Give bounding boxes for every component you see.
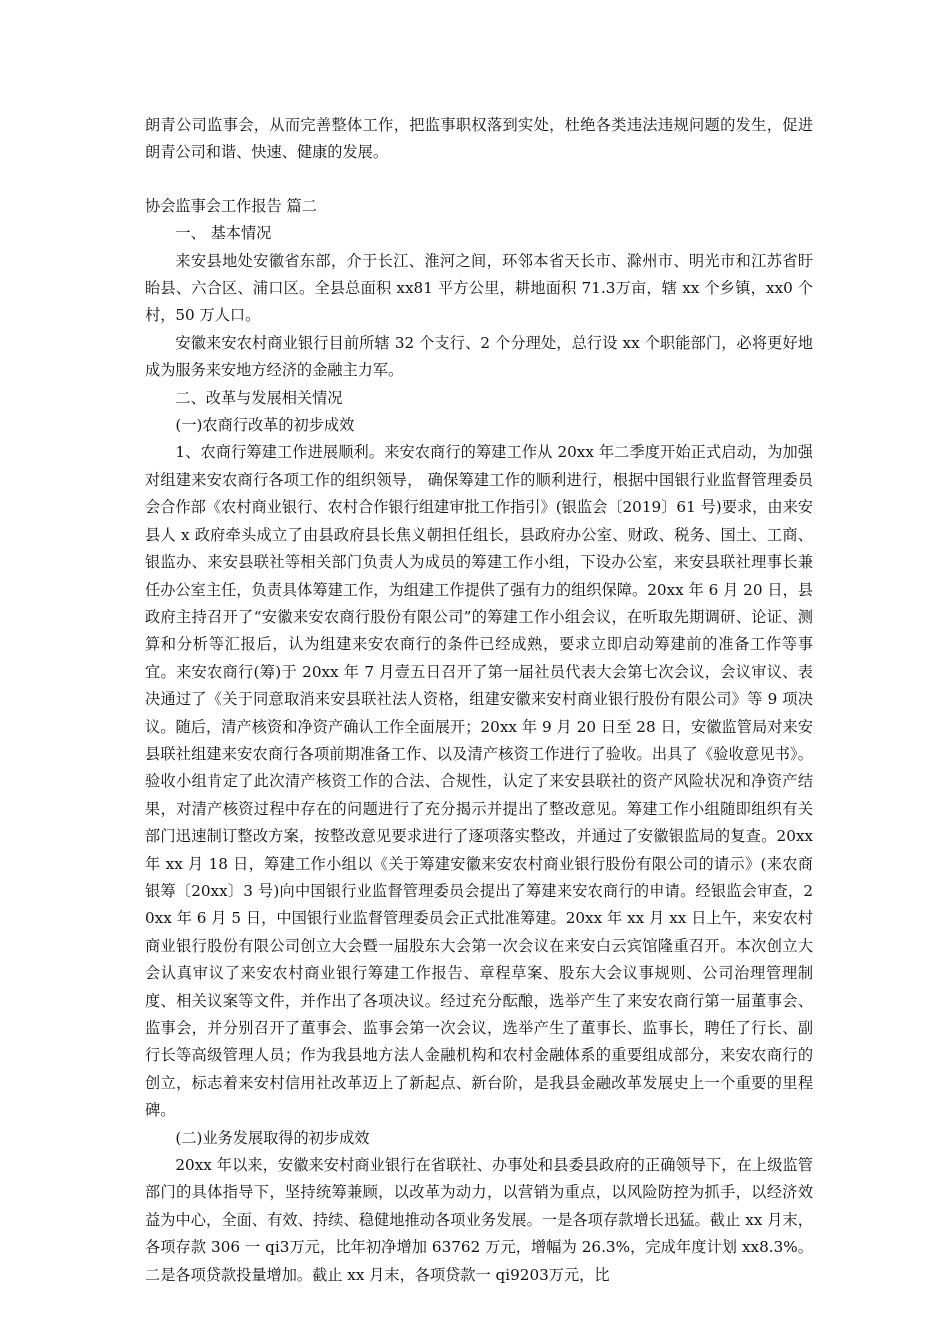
- heading-reform-results: (一)农商行改革的初步成效: [175, 416, 355, 435]
- heading-business-results: (二)业务发展取得的初步成效: [175, 1128, 370, 1147]
- paragraph-business-development: 20xx 年以来，安徽来安村商业银行在省联社、办事处和县委县政府的正确领导下，在上级监管部门的具体指导下，坚持统筹兼顾，以改革为动力，以营销为重点，以风险防控为抓手，以经济效益为中心，全面、有效、持续、稳健地推动各项业务发展。一是各项存款增长迅猛。截止 xx 月末，各项存款 306 一 qi3万元，比年初净增加 63762 万元，增幅为 26.3%，完成年度计划 xx8.3%。二是各项贷款投量增加。截止 xx 月末，各项贷款一 qi9203万元，比: [145, 1156, 813, 1284]
- heading-reform-development: 二、改革与发展相关情况: [175, 388, 343, 407]
- paragraph-county-overview: 来安县地处安徽省东部，介于长江、淮河之间，环邻本省天长市、滁州市、明光市和江苏省盱眙县、六合区、浦口区。全县总面积 xx81 平方公里，耕地面积 71.3万亩，辖 xx 个乡镇，xx0 个村，50 万人口。: [145, 251, 813, 325]
- document-page: [145, 112, 813, 1289]
- intro-paragraph: 朗青公司监事会，从而完善整体工作，把监事职权落到实处，杜绝各类违法违规问题的发生，促进朗青公司和谐、快速、健康的发展。: [145, 116, 813, 162]
- section-title: 协会监事会工作报告 篇二: [145, 196, 317, 215]
- paragraph-bank-overview: 安徽来安农村商业银行目前所辖 32 个支行、2 个分理处，总行设 xx 个职能部门，必将更好地成为服务来安地方经济的金融主力军。: [145, 333, 813, 380]
- heading-basic-situation: 一、 基本情况: [175, 224, 272, 243]
- paragraph-preparation-progress: 1、农商行筹建工作进展顺利。来安农商行的筹建工作从 20xx 年二季度开始正式启动，为加强对组建来安农商行各项工作的组织领导， 确保筹建工作的顺利进行，根据中国银行业监督管理委员会合作部《农村商业银行、农村合作银行组建审批工作指引》(银监会〔2019〕61 号)要求，由来安县人 x 政府牵头成立了由县政府县长焦义朝担任组长，县政府办公室、财政、税务、国土、工商、银监办、来安县联社等相关部门负责人为成员的筹建工作小组，下设办公室，来安县联社理事长兼任办公室主任，负责具体筹建工作，为组建工作提供了强有力的组织保障。20xx 年 6 月 20 日，县政府主持召开了“安徽来安农商行股份有限公司”的筹建工作小组会议，在听取先期调研、论证、测算和分析等汇报后，认为组建来安农商行的条件已经成熟，要求立即启动筹建前的准备工作等事宜。来安农商行(筹)于 20xx 年 7 月壹五日召开了第一届社员代表大会第七次会议，会议审议、表决通过了《关于同意取消来安县联社法人资格，组建安徽来安村商业银行股份有限公司》等 9 项决议。随后，清产核资和净资产确认工作全面展开；20xx 年 9 月 20 日至 28 日，安徽监管局对来安县联社组建来安农商行各项前期准备工作、以及清产核资工作进行了验收。出具了《验收意见书》。验收小组肯定了此次清产核资工作的合法、合规性，认定了来安县联社的资产风险状况和净资产结果，对清产核资过程中存在的问题进行了充分揭示并提出了整改意见。筹建工作小组随即组织有关部门迅速制订整改方案，按整改意见要求进行了逐项落实整改，并通过了安徽银监局的复查。20xx 年 xx 月 18 日，筹建工作小组以《关于筹建安徽来安农村商业银行股份有限公司的请示》(来农商银筹〔20xx〕3 号)向中国银行业监督管理委员会提出了筹建来安农商行的申请。经银监会审查，20xx 年 6 月 5 日，中国银行业监督管理委员会正式批准筹建。20xx 年 xx 月 xx 日上午，来安农村商业银行股份有限公司创立大会暨一届股东大会第一次会议在来安白云宾馆隆重召开。本次创立大会认真审议了来安农村商业银行筹建工作报告、章程草案、股东大会议事规则、公司治理管理制度、相关议案等文件，并作出了各项决议。经过充分酝酿，选举产生了来安农商行第一届董事会、监事会，并分别召开了董事会、监事会第一次会议，选举产生了董事长、监事长，聘任了行长、副行长等高级管理人员；作为我县地方法人金融机构和农村金融体系的重要组成部分，来安农商行的创立，标志着来安村信用社改革迈上了新起点、新台阶，是我县金融改革发展史上一个重要的里程碑。: [145, 443, 813, 1120]
